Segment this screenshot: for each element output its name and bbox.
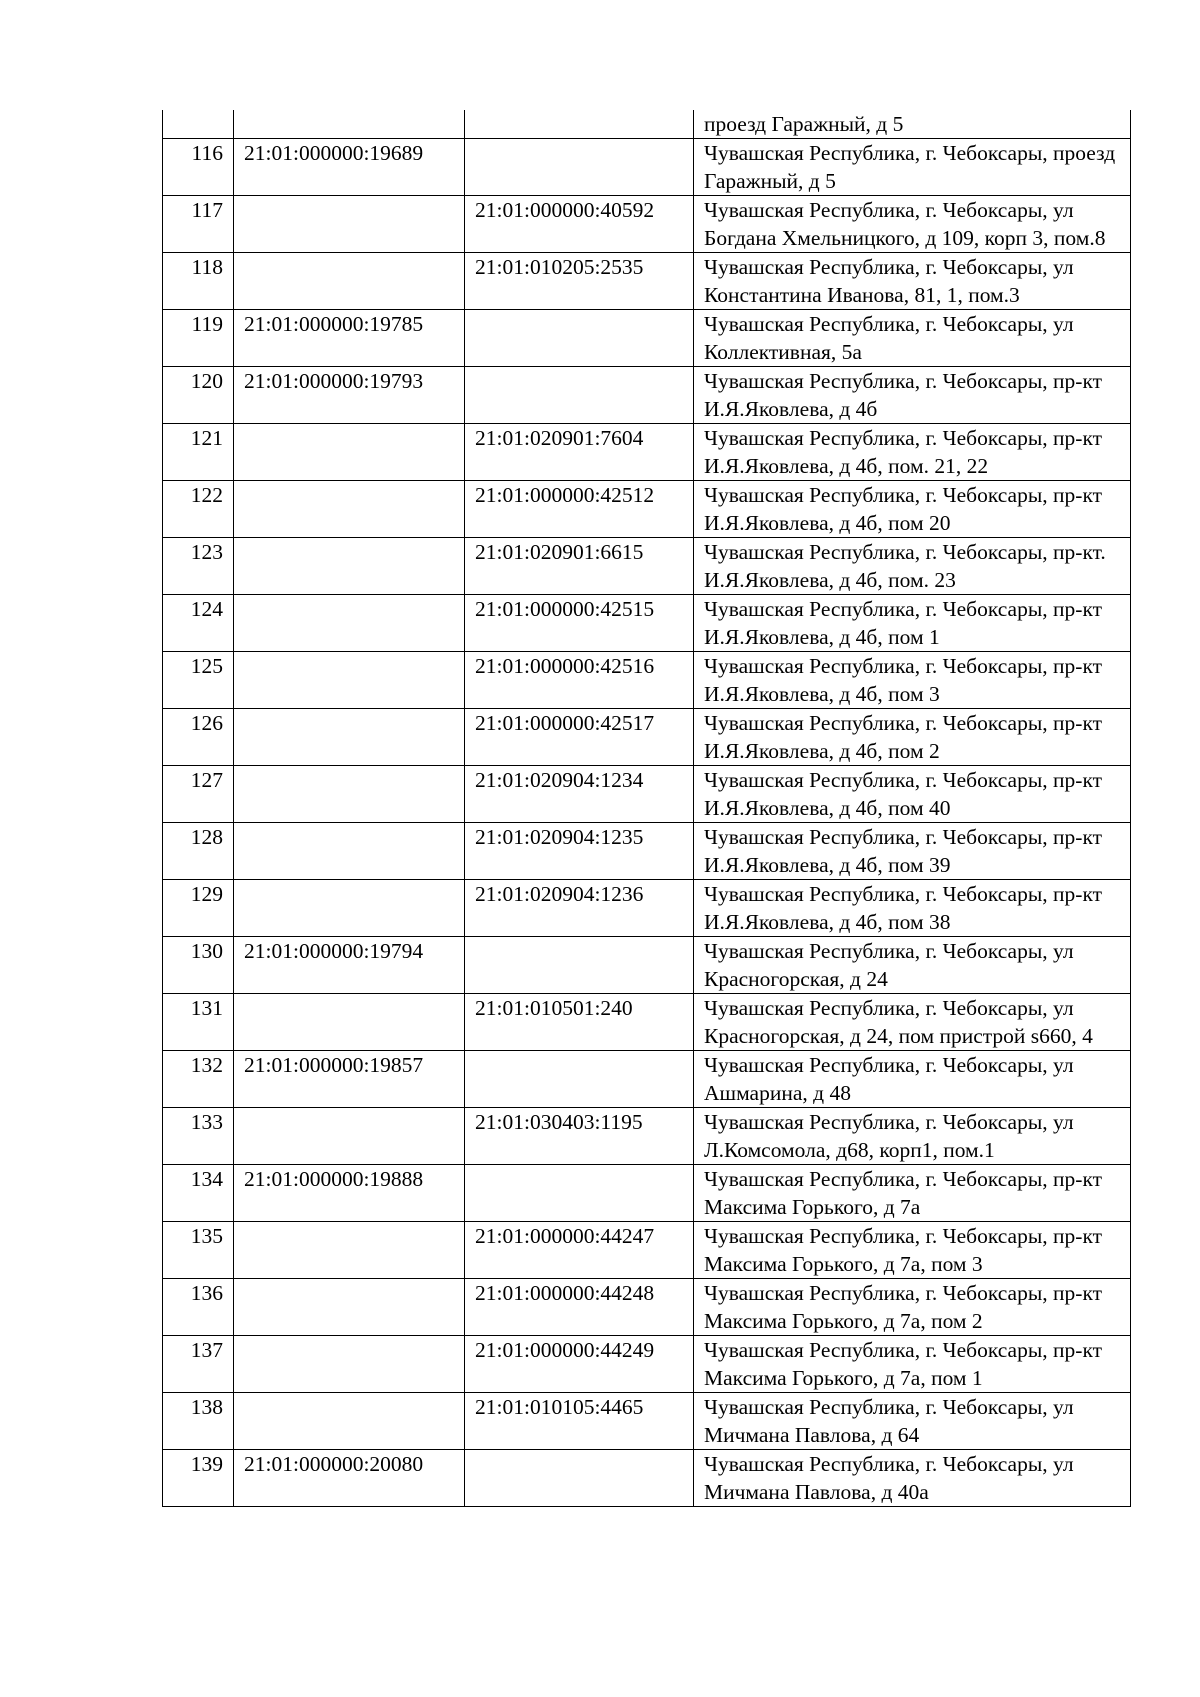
address-cell: Чувашская Республика, г. Чебоксары, ул Коллективная, 5а — [694, 310, 1131, 367]
table-row — [163, 1336, 1131, 1393]
table-row — [163, 139, 1131, 196]
cadastral-number-cell — [234, 994, 465, 1051]
address-cell: Чувашская Республика, г. Чебоксары, ул Мичмана Павлова, д 64 — [694, 1393, 1131, 1450]
row-number-cell: 123 — [163, 538, 234, 595]
cadastral-number-cell — [234, 196, 465, 253]
row-number-cell: 121 — [163, 424, 234, 481]
row-number-cell: 117 — [163, 196, 234, 253]
row-number-cell: 128 — [163, 823, 234, 880]
table-row — [163, 196, 1131, 253]
row-number-cell: 133 — [163, 1108, 234, 1165]
cadastral-number-cell — [234, 1336, 465, 1393]
premises-cadastral-number-cell: 21:01:000000:42512 — [465, 481, 694, 538]
premises-cadastral-number-cell — [465, 139, 694, 196]
cadastral-number-cell — [234, 538, 465, 595]
row-number-cell: 118 — [163, 253, 234, 310]
address-cell: Чувашская Республика, г. Чебоксары, пр-кт И.Я.Яковлева, д 4б, пом 38 — [694, 880, 1131, 937]
row-number-cell: 120 — [163, 367, 234, 424]
table-row — [163, 481, 1131, 538]
address-cell: Чувашская Республика, г. Чебоксары, пр-кт И.Я.Яковлева, д 4б, пом 39 — [694, 823, 1131, 880]
table-row — [163, 937, 1131, 994]
row-number-cell: 122 — [163, 481, 234, 538]
cadastral-number-cell: 21:01:000000:19794 — [234, 937, 465, 994]
address-cell: Чувашская Республика, г. Чебоксары, пр-кт И.Я.Яковлева, д 4б, пом 20 — [694, 481, 1131, 538]
premises-cadastral-number-cell: 21:01:020904:1235 — [465, 823, 694, 880]
premises-cadastral-number-cell: 21:01:000000:40592 — [465, 196, 694, 253]
address-cell: Чувашская Республика, г. Чебоксары, ул Красногорская, д 24 — [694, 937, 1131, 994]
row-number-cell: 139 — [163, 1450, 234, 1507]
row-number-cell: 138 — [163, 1393, 234, 1450]
address-cell: Чувашская Республика, г. Чебоксары, ул Богдана Хмельницкого, д 109, корп 3, пом.8 — [694, 196, 1131, 253]
address-cell: Чувашская Республика, г. Чебоксары, пр-кт. И.Я.Яковлева, д 4б, пом. 23 — [694, 538, 1131, 595]
table-row — [163, 1222, 1131, 1279]
cadastral-number-cell — [234, 652, 465, 709]
cadastral-number-cell — [234, 1108, 465, 1165]
cadastral-number-cell — [234, 880, 465, 937]
premises-cadastral-number-cell: 21:01:020904:1236 — [465, 880, 694, 937]
table-row — [163, 823, 1131, 880]
address-cell: Чувашская Республика, г. Чебоксары, ул Красногорская, д 24, пом пристрой s660, 4 — [694, 994, 1131, 1051]
table-row — [163, 1279, 1131, 1336]
table-row — [163, 766, 1131, 823]
premises-cadastral-number-cell: 21:01:000000:44247 — [465, 1222, 694, 1279]
table-row — [163, 994, 1131, 1051]
address-cell: Чувашская Республика, г. Чебоксары, пр-кт И.Я.Яковлева, д 4б — [694, 367, 1131, 424]
premises-cadastral-number-cell — [465, 1450, 694, 1507]
premises-cadastral-number-cell: 21:01:010205:2535 — [465, 253, 694, 310]
row-number-cell: 137 — [163, 1336, 234, 1393]
cadastral-number-cell: 21:01:000000:19857 — [234, 1051, 465, 1108]
premises-cadastral-number-cell: 21:01:000000:44249 — [465, 1336, 694, 1393]
address-cell: Чувашская Республика, г. Чебоксары, пр-кт И.Я.Яковлева, д 4б, пом 40 — [694, 766, 1131, 823]
premises-cadastral-number-cell: 21:01:030403:1195 — [465, 1108, 694, 1165]
premises-cadastral-number-cell — [465, 110, 694, 139]
address-cell: Чувашская Республика, г. Чебоксары, пр-кт И.Я.Яковлева, д 4б, пом 1 — [694, 595, 1131, 652]
address-cell: Чувашская Республика, г. Чебоксары, пр-кт Максима Горького, д 7а, пом 2 — [694, 1279, 1131, 1336]
address-cell: Чувашская Республика, г. Чебоксары, пр-кт Максима Горького, д 7а, пом 1 — [694, 1336, 1131, 1393]
address-cell: Чувашская Республика, г. Чебоксары, ул Л.Комсомола, д68, корп1, пом.1 — [694, 1108, 1131, 1165]
row-number-cell: 119 — [163, 310, 234, 367]
premises-cadastral-number-cell: 21:01:000000:42516 — [465, 652, 694, 709]
cadastral-number-cell — [234, 1279, 465, 1336]
cadastral-number-cell — [234, 253, 465, 310]
row-number-cell: 125 — [163, 652, 234, 709]
row-number-cell: 136 — [163, 1279, 234, 1336]
premises-cadastral-number-cell: 21:01:000000:42517 — [465, 709, 694, 766]
row-number-cell: 134 — [163, 1165, 234, 1222]
address-cell: Чувашская Республика, г. Чебоксары, пр-кт И.Я.Яковлева, д 4б, пом. 21, 22 — [694, 424, 1131, 481]
cadastral-number-cell — [234, 481, 465, 538]
cadastral-number-cell — [234, 823, 465, 880]
cadastral-number-cell: 21:01:000000:19888 — [234, 1165, 465, 1222]
row-number-cell: 116 — [163, 139, 234, 196]
row-number-cell: 130 — [163, 937, 234, 994]
cadastral-number-cell — [234, 110, 465, 139]
table-row — [163, 253, 1131, 310]
table-row — [163, 1165, 1131, 1222]
address-cell: проезд Гаражный, д 5 — [694, 110, 1131, 139]
address-cell: Чувашская Республика, г. Чебоксары, пр-кт Максима Горького, д 7а — [694, 1165, 1131, 1222]
premises-cadastral-number-cell — [465, 367, 694, 424]
cadastral-number-cell: 21:01:000000:19689 — [234, 139, 465, 196]
cadastral-number-cell: 21:01:000000:20080 — [234, 1450, 465, 1507]
cadastral-number-cell — [234, 709, 465, 766]
table-row — [163, 1393, 1131, 1450]
row-number-cell: 135 — [163, 1222, 234, 1279]
cadastral-number-cell — [234, 1393, 465, 1450]
table-row — [163, 1051, 1131, 1108]
premises-cadastral-number-cell: 21:01:000000:44248 — [465, 1279, 694, 1336]
row-number-cell: 131 — [163, 994, 234, 1051]
cadastral-number-cell: 21:01:000000:19793 — [234, 367, 465, 424]
property-table — [162, 110, 1131, 1507]
table-row — [163, 310, 1131, 367]
row-number-cell: 127 — [163, 766, 234, 823]
address-cell: Чувашская Республика, г. Чебоксары, ул Ашмарина, д 48 — [694, 1051, 1131, 1108]
table-row — [163, 424, 1131, 481]
address-cell: Чувашская Республика, г. Чебоксары, ул Константина Иванова, 81, 1, пом.3 — [694, 253, 1131, 310]
row-number-cell: 124 — [163, 595, 234, 652]
premises-cadastral-number-cell — [465, 1165, 694, 1222]
row-number-cell — [163, 110, 234, 139]
table-row — [163, 652, 1131, 709]
cadastral-number-cell — [234, 766, 465, 823]
cadastral-number-cell: 21:01:000000:19785 — [234, 310, 465, 367]
table-row — [163, 1108, 1131, 1165]
table-row — [163, 595, 1131, 652]
table-row — [163, 110, 1131, 139]
premises-cadastral-number-cell — [465, 310, 694, 367]
premises-cadastral-number-cell — [465, 937, 694, 994]
row-number-cell: 126 — [163, 709, 234, 766]
premises-cadastral-number-cell: 21:01:010105:4465 — [465, 1393, 694, 1450]
premises-cadastral-number-cell — [465, 1051, 694, 1108]
property-table-body — [163, 110, 1131, 1507]
row-number-cell: 129 — [163, 880, 234, 937]
table-row — [163, 538, 1131, 595]
table-row — [163, 1450, 1131, 1507]
premises-cadastral-number-cell: 21:01:020904:1234 — [465, 766, 694, 823]
address-cell: Чувашская Республика, г. Чебоксары, пр-кт И.Я.Яковлева, д 4б, пом 3 — [694, 652, 1131, 709]
premises-cadastral-number-cell: 21:01:020901:6615 — [465, 538, 694, 595]
table-row — [163, 880, 1131, 937]
cadastral-number-cell — [234, 1222, 465, 1279]
premises-cadastral-number-cell: 21:01:010501:240 — [465, 994, 694, 1051]
premises-cadastral-number-cell: 21:01:000000:42515 — [465, 595, 694, 652]
table-row — [163, 709, 1131, 766]
address-cell: Чувашская Республика, г. Чебоксары, ул Мичмана Павлова, д 40а — [694, 1450, 1131, 1507]
address-cell: Чувашская Республика, г. Чебоксары, проезд Гаражный, д 5 — [694, 139, 1131, 196]
address-cell: Чувашская Республика, г. Чебоксары, пр-кт И.Я.Яковлева, д 4б, пом 2 — [694, 709, 1131, 766]
address-cell: Чувашская Республика, г. Чебоксары, пр-кт Максима Горького, д 7а, пом 3 — [694, 1222, 1131, 1279]
table-row — [163, 367, 1131, 424]
cadastral-number-cell — [234, 424, 465, 481]
premises-cadastral-number-cell: 21:01:020901:7604 — [465, 424, 694, 481]
cadastral-number-cell — [234, 595, 465, 652]
row-number-cell: 132 — [163, 1051, 234, 1108]
